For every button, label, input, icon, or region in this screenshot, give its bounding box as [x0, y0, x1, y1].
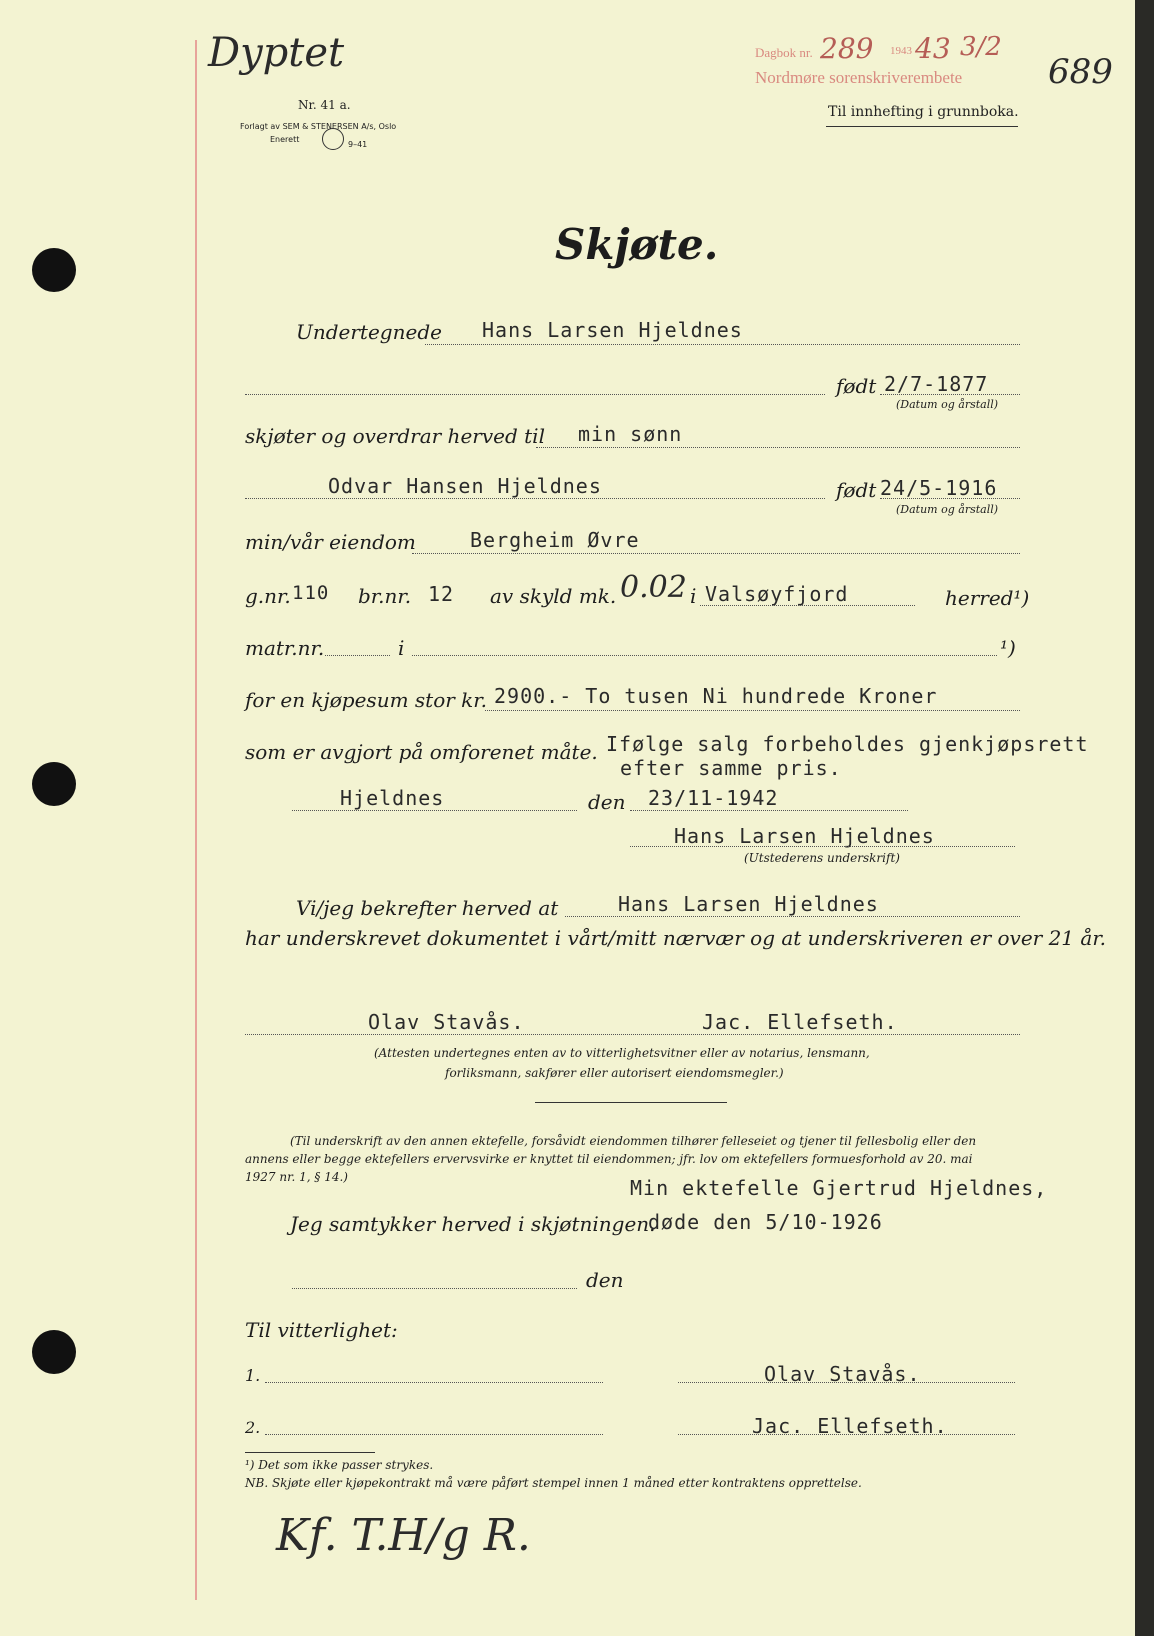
- fill-line: [245, 1034, 1020, 1035]
- copyright-line: Enerett: [270, 135, 300, 144]
- vit-sign-1: Olav Stavås.: [764, 1362, 921, 1386]
- publisher-logo: [322, 128, 344, 150]
- eiendom-label: min/vår eiendom: [245, 530, 416, 554]
- fill-line: [245, 394, 825, 395]
- fill-line: [678, 1434, 1015, 1435]
- punch-hole: [32, 248, 76, 292]
- fill-line: [425, 344, 1020, 345]
- fill-line: [265, 1382, 603, 1383]
- fodt-value-2: 24/5-1916: [880, 476, 998, 500]
- fill-line: [485, 710, 1020, 711]
- nb-note: NB. Skjøte eller kjøpekontrakt må være påført stempel innen 1 måned etter kontraktens opprettelse.: [245, 1476, 862, 1490]
- witness-1: Olav Stavås.: [368, 1010, 525, 1034]
- spouse-note-3: 1927 nr. 1, § 14.): [245, 1170, 348, 1184]
- datum-caption-1: (Datum og årstall): [896, 398, 999, 411]
- stamp-dagbok-label: Dagbok nr.: [755, 45, 813, 60]
- fill-line: [325, 655, 390, 656]
- matr-label: matr.nr.: [245, 636, 325, 660]
- avgjort-value-1: Ifølge salg forbeholdes gjenkjøpsrett: [606, 732, 1089, 756]
- date-value: 23/11-1942: [648, 786, 779, 810]
- fill-line: [292, 810, 577, 811]
- fill-line: [245, 498, 825, 499]
- undertegnede-label: Undertegnede: [296, 320, 442, 344]
- herred-value: Valsøyfjord: [705, 582, 849, 606]
- brnr-value: 12: [428, 582, 455, 606]
- avgjort-value-2: efter samme pris.: [620, 756, 842, 780]
- issuer-caption: (Utstederens underskrift): [744, 851, 900, 865]
- fill-line: [565, 916, 1020, 917]
- red-margin-line: [195, 40, 197, 1600]
- stamp-handwritten-date: 3/2: [960, 32, 1002, 62]
- eiendom-value: Bergheim Øvre: [470, 528, 640, 552]
- spouse-typed-1: Min ektefelle Gjertrud Hjeldnes,: [630, 1176, 1048, 1200]
- issuer-signature: Hans Larsen Hjeldnes: [674, 824, 935, 848]
- fodt-label-2: født: [836, 478, 877, 502]
- fill-line: [630, 810, 908, 811]
- gnr-value: 110: [292, 582, 330, 604]
- handwritten-note-bottom: Kf. T.H/g R.: [276, 1510, 531, 1561]
- witness-number-2: 2.: [245, 1418, 261, 1437]
- kjopesum-label: for en kjøpesum stor kr.: [245, 688, 488, 712]
- den-label-1: den: [588, 790, 626, 814]
- bekrefter-value: Hans Larsen Hjeldnes: [618, 892, 879, 916]
- matr-end: ¹): [1000, 636, 1016, 660]
- witness-2: Jac. Ellefseth.: [702, 1010, 898, 1034]
- footnote: ¹) Det som ikke passer strykes.: [245, 1458, 434, 1472]
- attest-note-1: (Attesten undertegnes enten av to vitterlighetsvitner eller av notarius, lensmann,: [374, 1046, 870, 1060]
- handwritten-note-top: Dyptet: [208, 30, 345, 76]
- recipient-value: Odvar Hansen Hjeldnes: [328, 474, 602, 498]
- fill-line: [630, 846, 1015, 847]
- gnr-label: g.nr.: [245, 584, 291, 608]
- form-number: Nr. 41 a.: [298, 98, 351, 112]
- footnote-rule: [245, 1452, 375, 1453]
- fill-line: [265, 1434, 603, 1435]
- fill-line: [880, 394, 1020, 395]
- undertegnede-value: Hans Larsen Hjeldnes: [482, 318, 743, 342]
- spouse-note-1: (Til underskrift av den annen ektefelle, forsåvidt eiendommen tilhører felleseiet og tjener til fellesbolig eller den: [290, 1134, 977, 1148]
- stamp-dagbok-number: 289: [820, 32, 874, 65]
- stamp-handwritten-year: 43: [915, 32, 951, 65]
- fill-line: [292, 1288, 577, 1289]
- document-title: Skjøte.: [555, 220, 719, 269]
- herred-label: herred¹): [945, 586, 1030, 610]
- edition: 9–41: [348, 140, 368, 149]
- samtykker-label: Jeg samtykker herved i skjøtningen.: [290, 1212, 656, 1236]
- place-value: Hjeldnes: [340, 786, 445, 810]
- i-label: i: [690, 584, 697, 608]
- stamp-office: Nordmøre sorenskriverembete: [755, 68, 963, 87]
- punch-hole: [32, 1330, 76, 1374]
- skyld-label: av skyld mk.: [490, 584, 617, 608]
- stamp-innhefting: Til innhefting i grunnboka.: [828, 104, 1019, 120]
- bekrefter-label: Vi/jeg bekrefter herved at: [296, 896, 559, 920]
- page-number: 689: [1048, 52, 1113, 92]
- fill-line: [880, 498, 1020, 499]
- spouse-typed-2: døde den 5/10-1926: [648, 1210, 883, 1234]
- brnr-label: br.nr.: [358, 584, 412, 608]
- witness-number-1: 1.: [245, 1366, 261, 1385]
- fill-line: [412, 553, 1020, 554]
- vitterlighet-label: Til vitterlighet:: [245, 1318, 398, 1342]
- datum-caption-2: (Datum og årstall): [896, 503, 999, 516]
- skyld-value: 0.02: [620, 570, 687, 605]
- fill-line: [678, 1382, 1015, 1383]
- punch-hole: [32, 762, 76, 806]
- skjoter-value: min sønn: [578, 422, 683, 446]
- fodt-label-1: født: [836, 374, 877, 398]
- kjopesum-value: 2900.- To tusen Ni hundrede Kroner: [494, 684, 938, 708]
- stamp-year: 1943: [890, 45, 912, 57]
- stamp-underline: [826, 126, 1018, 127]
- separator-rule: [535, 1102, 727, 1103]
- fodt-value-1: 2/7-1877: [884, 372, 989, 396]
- attest-note-2: forliksmann, sakfører eller autorisert eiendomsmegler.): [445, 1066, 784, 1080]
- den-label-2: den: [586, 1268, 624, 1292]
- avgjort-label: som er avgjort på omforenet måte.: [245, 740, 598, 764]
- fill-line: [412, 655, 997, 656]
- skjoter-label: skjøter og overdrar herved til: [245, 424, 545, 448]
- bekrefter-line2: har underskrevet dokumentet i vårt/mitt nærvær og at underskriveren er over 21 år.: [245, 926, 1107, 950]
- publisher-line: Forlagt av SEM & STENERSEN A/s, Oslo: [240, 122, 397, 131]
- matr-i: i: [398, 636, 405, 660]
- fill-line: [700, 605, 915, 606]
- vit-sign-2: Jac. Ellefseth.: [752, 1414, 948, 1438]
- spouse-note-2: annens eller begge ektefellers ervervsvirke er knyttet til eiendommen; jfr. lov om ektefellers formuesforhold av 20. mai: [245, 1152, 973, 1166]
- fill-line: [536, 447, 1020, 448]
